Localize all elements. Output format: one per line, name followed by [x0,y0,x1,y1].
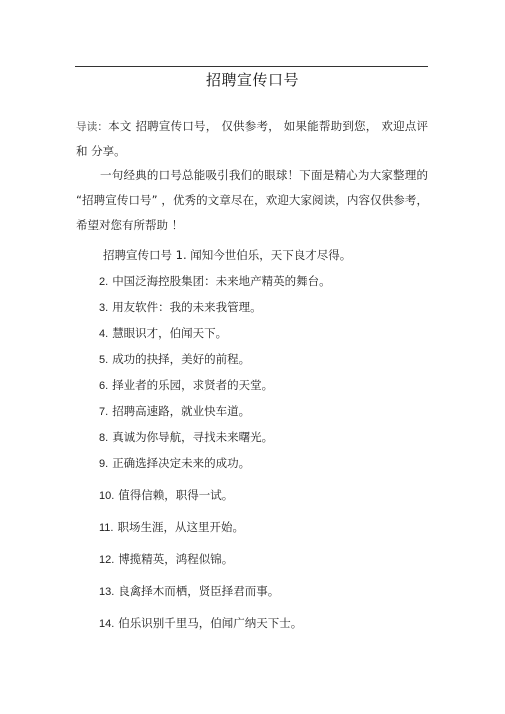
list-item [99,549,429,581]
item-number: 12. [99,554,115,566]
item-text: 正确选择决定未来的成功。 [112,456,251,470]
intro-text: 本文 招聘宣传口号， 仅供参考， 如果能帮助到您， 欢迎点评和 分享。 [76,119,429,158]
list-item [99,349,429,375]
item-number: 11. [99,522,114,534]
item-number: 6. [99,380,109,392]
list-item [99,245,429,271]
item-number: 8. [99,432,109,444]
item-text: 值得信赖，职得一试。 [118,488,234,502]
list-item [99,297,429,323]
header-rule [75,66,428,67]
list-item [99,581,429,613]
list-item [99,427,429,453]
body-paragraph: 一句经典的口号总能吸引我们的眼球！下面是精心为大家整理的 “招聘宣传口号” ，优秀的文章尽在，欢迎大家阅读，内容仅供参考， 希望对您有所帮助 ！ [76,168,428,232]
item-text: 招聘高速路，就业快车道。 [112,404,251,418]
list-item [99,375,429,401]
item-text: 真诚为你导航，寻找未来曙光。 [112,430,274,444]
item-number: 9. [99,458,109,470]
item-number: 4. [99,328,109,340]
list-item [99,485,429,517]
item-text: 博揽精英，鸿程似锦。 [118,552,234,566]
item-number: 3. [99,302,109,314]
item-number: 2. [99,276,109,288]
item-text: 用友软件：我的未来我管理。 [112,300,262,314]
item-text: 中国泛海控股集团：未来地产精英的舞台。 [112,274,331,288]
list-item [99,517,429,549]
item-text: 择业者的乐园，求贤者的天堂。 [112,378,274,392]
item-number: 14. [99,618,115,630]
item-number: 7. [99,406,109,418]
slogan-list [99,245,429,645]
item-text: 慧眼识才，伯闻天下。 [112,326,228,340]
list-item [99,613,429,645]
item-text: 招聘宣传口号 1. 闻知今世伯乐，天下良才尽得。 [103,248,352,262]
item-text: 伯乐识别千里马，伯闻广纳天下士。 [118,616,303,630]
item-text: 良禽择木而栖，贤臣择君而事。 [118,584,280,598]
item-text: 成功的抉择，美好的前程。 [112,352,251,366]
item-text: 职场生涯，从这里开始。 [117,520,244,534]
item-number: 5. [99,354,109,366]
intro-lead: 导读： [76,121,109,133]
item-number: 13. [99,586,115,598]
item-number: 10. [99,490,115,502]
list-item [99,401,429,427]
intro-paragraph [76,114,428,163]
document-title: 招聘宣传口号 [205,71,299,89]
list-item [99,271,429,297]
list-item [99,453,429,485]
list-item [99,323,429,349]
